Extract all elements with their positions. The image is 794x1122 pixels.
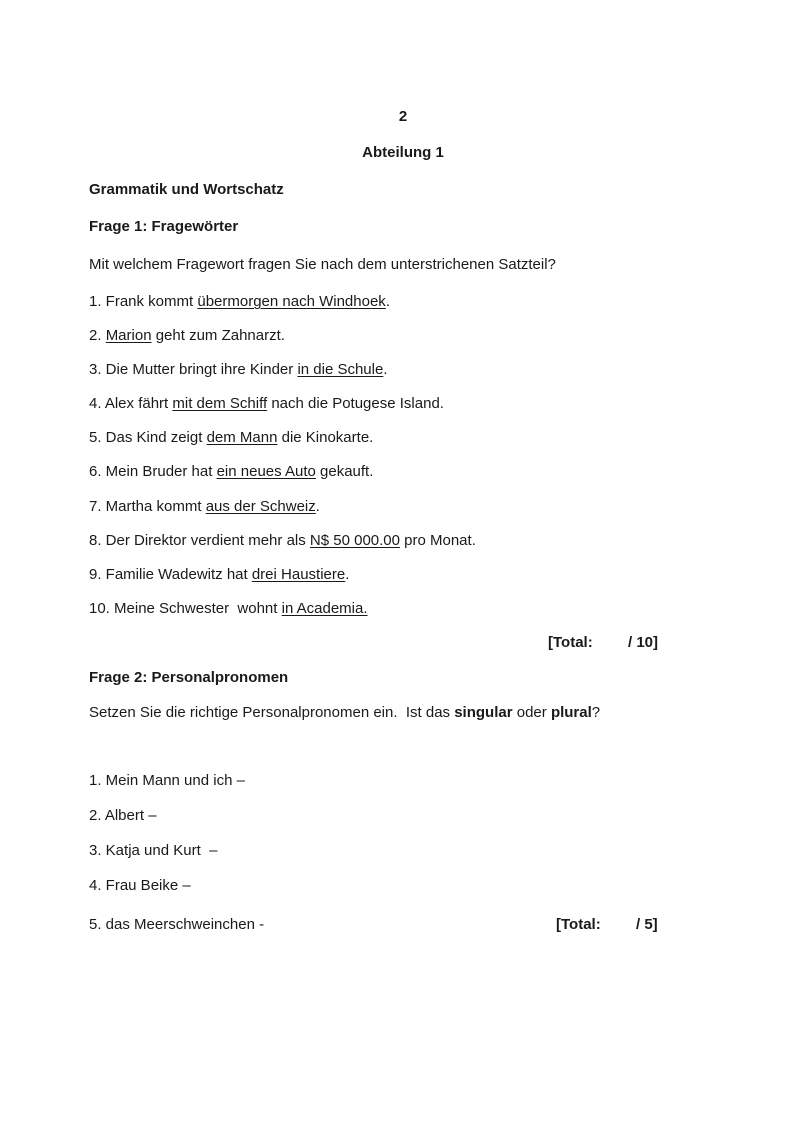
frage1-total-value: / 10] bbox=[628, 634, 659, 651]
item-text: 5. Das Kind zeigt bbox=[89, 429, 207, 446]
item-text: 4. Alex fährt bbox=[89, 395, 173, 412]
frage1-item bbox=[89, 395, 444, 413]
frage2-item: 4. Frau Beike – bbox=[89, 877, 191, 894]
page-number: 2 bbox=[398, 108, 408, 125]
frage2-item: 5. das Meerschweinchen - bbox=[89, 916, 265, 933]
frage1-item bbox=[89, 498, 320, 516]
item-text: . bbox=[383, 361, 388, 378]
frage1-item bbox=[89, 361, 388, 379]
underlined-phrase: mit dem Schiff bbox=[172, 395, 268, 412]
instruction-text: ? bbox=[591, 704, 601, 721]
item-text: nach die Potugese Island. bbox=[267, 395, 444, 412]
underlined-phrase: in Academia. bbox=[281, 600, 368, 617]
frage2-item: 2. Albert – bbox=[89, 807, 157, 824]
item-text: . bbox=[385, 293, 390, 310]
item-text: 2. bbox=[89, 327, 106, 344]
frage1-total-label: [Total: bbox=[548, 634, 593, 651]
frage1-instruction: Mit welchem Fragewort fragen Sie nach dem unterstrichenen Satzteil? bbox=[89, 256, 556, 273]
item-text: . bbox=[345, 566, 350, 583]
item-text: gekauft. bbox=[315, 463, 374, 480]
frage1-item bbox=[89, 463, 373, 481]
frage2-total-label: [Total: bbox=[556, 916, 601, 933]
frage2-item: 3. Katja und Kurt – bbox=[89, 842, 218, 859]
underlined-phrase: Marion bbox=[105, 327, 152, 344]
section-title: Abteilung 1 bbox=[362, 144, 444, 161]
underlined-phrase: dem Mann bbox=[206, 429, 278, 446]
frage2-instruction bbox=[89, 704, 600, 722]
frage1-item bbox=[89, 327, 285, 345]
item-text: 3. Die Mutter bringt ihre Kinder bbox=[89, 361, 298, 378]
item-text: pro Monat. bbox=[399, 532, 476, 549]
item-text: 6. Mein Bruder hat bbox=[89, 463, 217, 480]
item-text: die Kinokarte. bbox=[277, 429, 374, 446]
instruction-text: Setzen Sie die richtige Personalpronomen ein. Ist das bbox=[89, 704, 455, 721]
frage2-item: 1. Mein Mann und ich – bbox=[89, 772, 245, 789]
item-text: 8. Der Direktor verdient mehr als bbox=[89, 532, 310, 549]
frage1-item bbox=[89, 429, 373, 447]
item-text: 9. Familie Wadewitz hat bbox=[89, 566, 252, 583]
underlined-phrase: N$ 50 000.00 bbox=[309, 532, 400, 549]
singular-bold: singular bbox=[454, 704, 513, 721]
underlined-phrase: ein neues Auto bbox=[216, 463, 316, 480]
frage2-total-value: / 5] bbox=[636, 916, 658, 933]
underlined-phrase: übermorgen nach Windhoek bbox=[197, 293, 386, 310]
item-text: . bbox=[315, 498, 320, 515]
item-text: 7. Martha kommt bbox=[89, 498, 206, 515]
frage1-item bbox=[89, 566, 349, 584]
underlined-phrase: aus der Schweiz bbox=[205, 498, 316, 515]
item-text: 10. Meine Schwester wohnt bbox=[89, 600, 282, 617]
frage1-title: Frage 1: Fragewörter bbox=[89, 218, 239, 235]
frage1-item bbox=[89, 600, 368, 618]
plural-bold: plural bbox=[550, 704, 592, 721]
underlined-phrase: drei Haustiere bbox=[251, 566, 346, 583]
item-text: geht zum Zahnarzt. bbox=[151, 327, 285, 344]
frage2-title: Frage 2: Personalpronomen bbox=[89, 669, 289, 686]
frage1-item bbox=[89, 293, 390, 311]
subtitle: Grammatik und Wortschatz bbox=[89, 181, 284, 198]
frage1-item bbox=[89, 532, 476, 550]
instruction-text: oder bbox=[512, 704, 551, 721]
item-text: 1. Frank kommt bbox=[89, 293, 198, 310]
underlined-phrase: in die Schule bbox=[297, 361, 384, 378]
